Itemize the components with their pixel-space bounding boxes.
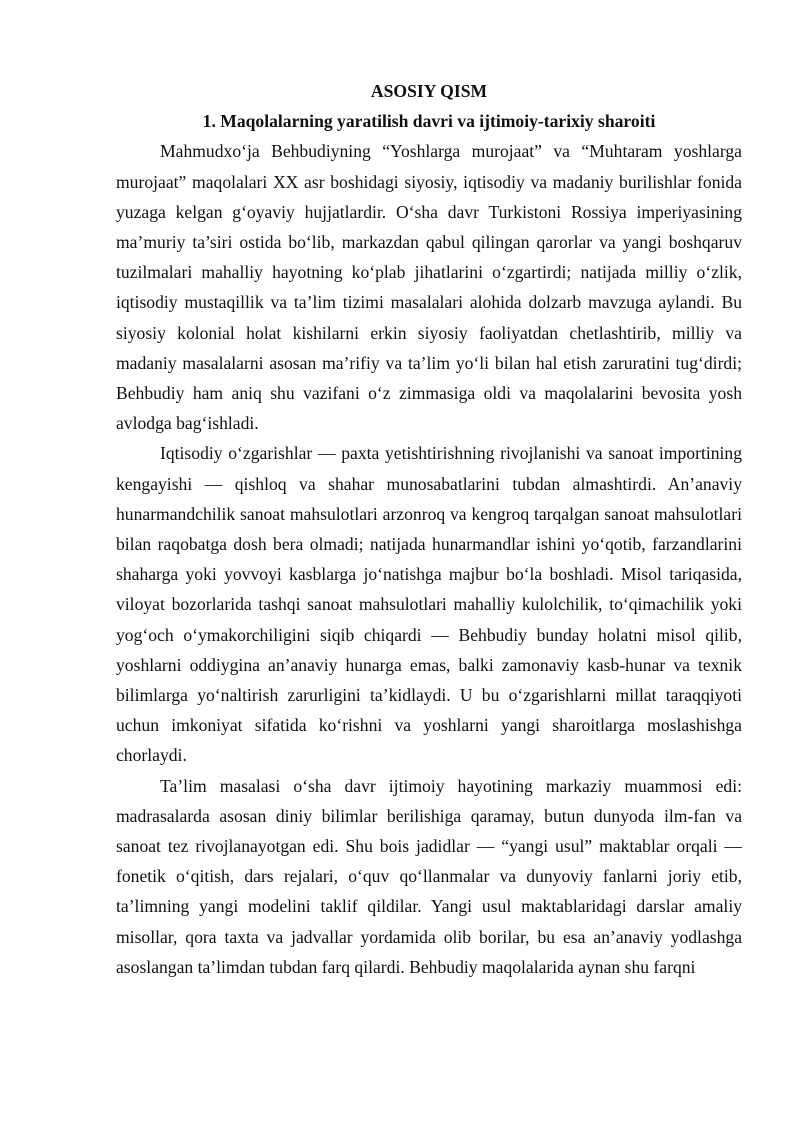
document-page	[116, 76, 742, 982]
paragraph-1: Mahmudxo‘ja Behbudiyning “Yoshlarga murojaat” va “Muhtaram yoshlarga murojaat” maqolalari XX asr boshidagi siyosiy, iqtisodiy va madaniy burilishlar fonida yuzaga kelgan g‘oyaviy hujjatlardir. O‘sha davr Turkistoni Rossiya imperiyasining ma’muriy ta’siri ostida bo‘lib, markazdan qabul qilingan qarorlar va yangi boshqaruv tuzilmalari mahalliy hayotning ko‘plab jihatlarini o‘zgartirdi; natijada milliy o‘zlik, iqtisodiy mustaqillik va ta’lim tizimi masalalari alohida dolzarb mavzuga aylandi. Bu siyosiy kolonial holat kishilarni erkin siyosiy faoliyatdan chetlashtirib, milliy va madaniy masalalarni asosan ma’rifiy va ta’lim yo‘li bilan hal etish zaruratini tug‘dirdi; Behbudiy ham aniq shu vazifani o‘z zimmasiga oldi va maqolalarini bevosita yosh avlodga bag‘ishladi.	[116, 141, 742, 434]
main-heading: ASOSIY QISM	[370, 81, 488, 101]
section-heading: 1. Maqolalarning yaratilish davri va ijtimoiy-tarixiy sharoiti	[202, 111, 656, 132]
paragraph-3: Ta’lim masalasi o‘sha davr ijtimoiy hayotining markaziy muammosi edi: madrasalarda asosan diniy bilimlar berilishiga qaramay, butun dunyoda ilm-fan va sanoat tez rivojlanayotgan edi. Shu bois jadidlar — “yangi usul” maktablar orqali — fonetik o‘qitish, dars rejalari, o‘quv qo‘llanmalar va dunyoviy fanlarni joriy etib, ta’limning yangi modelini taklif qildilar. Yangi usul maktablaridagi darslar amaliy misollar, qora taxta va jadvallar yordamida olib borilar, bu esa an’anaviy yodlashga asoslangan ta’limdan tubdan farq qilardi. Behbudiy maqolalarida aynan shu farqni	[116, 775, 742, 977]
paragraph-2: Iqtisodiy o‘zgarishlar — paxta yetishtirishning rivojlanishi va sanoat importining kengayishi — qishloq va shahar munosabatlarini tubdan almashtirdi. An’anaviy hunarmandchilik sanoat mahsulotlari arzonroq va kengroq tarqalgan sanoat mahsulotlari bilan raqobatga dosh bera olmadi; natijada hunarmandlar ishini yo‘qotib, farzandlarini shaharga yoki yovvoyi kasblarga jo‘natishga majbur bo‘la boshladi. Misol tariqasida, viloyat bozorlarida tashqi sanoat mahsulotlari mahalliy kulolchilik, to‘qimachilik yoki yog‘och o‘ymakorchiligini siqib chiqardi — Behbudiy bunday holatni misol qilib, yoshlarni oddiygina an’anaviy hunarga emas, balki zamonaviy kasb-hunar va texnik bilimlarga yo‘naltirish zarurligini ta’kidlaydi. U bu o‘zgarishlarni millat taraqqiyoti uchun imkoniyat sifatida ko‘rishni va yoshlarni yangi sharoitlarga moslashishga chorlaydi.	[116, 443, 742, 766]
